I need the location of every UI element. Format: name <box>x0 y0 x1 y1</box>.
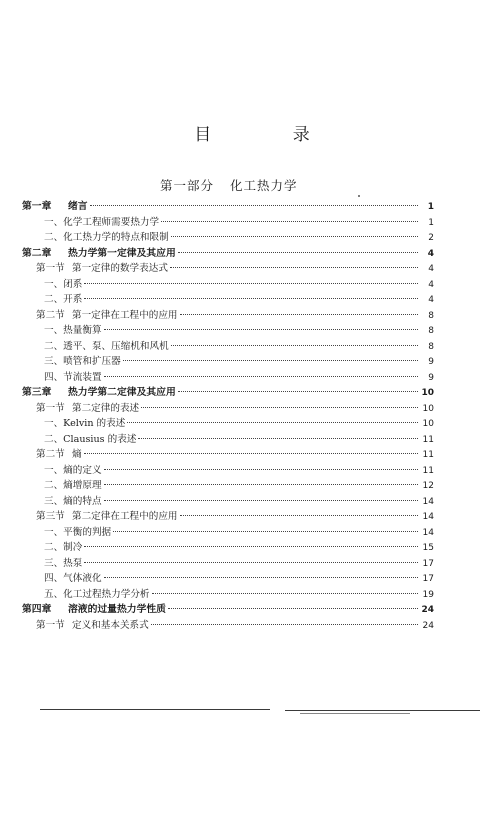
dot-leader <box>180 314 418 315</box>
toc-entry-number: 第二节 <box>36 449 65 460</box>
toc-entry-number: 第二章 <box>22 247 52 259</box>
toc-entry-page: 24 <box>422 620 434 631</box>
toc-entry <box>22 587 434 603</box>
toc-entry-title: 五、化工过程热力学分析 <box>44 588 150 600</box>
toc-entry-page: 11 <box>422 465 434 476</box>
toc-entry-number: 第三章 <box>22 387 52 398</box>
toc-entry-title: 三、热泵 <box>44 557 83 569</box>
toc-entry-page: 1 <box>427 202 434 212</box>
dot-leader <box>178 252 418 253</box>
toc-entry-page: 1 <box>428 217 434 228</box>
toc-entry-title: 一、平衡的判据 <box>44 526 112 538</box>
dot-leader <box>171 236 418 237</box>
toc-entry <box>22 447 434 463</box>
toc-entry <box>22 385 434 401</box>
toc-entry-title: 第二定律的表述 <box>72 402 140 414</box>
toc-entry-page: 15 <box>422 543 434 553</box>
toc-entry-page: 14 <box>422 512 434 522</box>
dot-leader <box>84 453 418 454</box>
toc-entry-title: 第一定律的数学表达式 <box>72 263 168 274</box>
toc-entry-number: 第四章 <box>22 604 52 615</box>
toc-entry-title: 二、制冷 <box>44 542 83 553</box>
part-name: 化工热力学 <box>230 178 298 193</box>
toc-entry-page: 8 <box>428 326 434 336</box>
page-title: 目 录 <box>194 125 348 145</box>
toc-entry-title: 二、开系 <box>44 294 83 305</box>
toc-entry-title: 溶液的过量热力学性质 <box>68 604 166 615</box>
toc-entry-title: 一、熵的定义 <box>44 464 102 476</box>
toc-entry-title: 二、化工热力学的特点和限制 <box>44 232 169 243</box>
toc-entry-page: 11 <box>422 434 434 445</box>
toc-entry <box>22 602 434 618</box>
toc-entry <box>22 339 434 355</box>
toc-entry-page: 9 <box>428 357 434 367</box>
toc-entry <box>22 215 434 231</box>
dot-leader <box>84 298 418 299</box>
toc-entry-number: 第一节 <box>36 402 65 414</box>
toc-entry-title: 四、气体液化 <box>44 573 102 584</box>
toc-entry-title: 二、透平、泵、压缩机和风机 <box>44 340 169 352</box>
dot-leader <box>170 267 418 268</box>
toc-entry-page: 17 <box>422 558 434 569</box>
dot-leader <box>104 469 418 470</box>
toc-entry-title: 定义和基本关系式 <box>72 619 149 631</box>
toc-entry-title: 三、喷管和扩压器 <box>44 356 121 367</box>
toc-entry-page: 9 <box>428 372 434 383</box>
toc-entry <box>22 463 434 479</box>
dot-leader <box>104 577 418 578</box>
toc-entry-page: 4 <box>428 295 434 305</box>
toc-entry <box>22 571 434 587</box>
toc-entry <box>22 401 434 417</box>
toc-entry-page: 8 <box>428 341 434 352</box>
toc-entry <box>22 478 434 494</box>
toc-entry-page: 10 <box>421 388 434 398</box>
toc-entry-title: 二、Clausius 的表述 <box>44 433 137 445</box>
dot-leader <box>84 562 418 563</box>
toc-entry-title: 四、节流装置 <box>44 371 102 383</box>
toc-entry-page: 4 <box>427 248 434 259</box>
toc-entry <box>22 540 434 556</box>
bottom-rule <box>40 709 270 710</box>
bottom-rule <box>300 713 410 714</box>
toc-entry-page: 14 <box>422 527 434 538</box>
dot-leader <box>123 360 418 361</box>
toc-entry <box>22 308 434 324</box>
dot-leader <box>113 531 418 532</box>
toc-entry-number: 第一章 <box>22 201 52 212</box>
toc-entry <box>22 370 434 386</box>
toc-entry-title: 熵 <box>72 449 82 460</box>
toc-entry-page: 10 <box>422 419 434 429</box>
dot-leader <box>151 624 418 625</box>
toc-entry-page: 17 <box>422 574 434 584</box>
dot-leader <box>104 484 418 485</box>
bottom-rule <box>285 710 480 711</box>
toc-entry-title: 第二定律在工程中的应用 <box>72 511 178 522</box>
toc-entry <box>22 292 434 308</box>
dot-leader <box>180 515 418 516</box>
part-label: 第一部分 <box>160 178 215 193</box>
toc-entry <box>22 432 434 448</box>
dot-leader <box>127 422 418 423</box>
dot-leader <box>138 438 418 439</box>
dot-leader <box>171 345 418 346</box>
toc-entry <box>22 556 434 572</box>
toc-entry <box>22 246 434 262</box>
dot-leader <box>104 500 418 501</box>
toc-entry-page: 14 <box>422 496 434 507</box>
toc-entry <box>22 416 434 432</box>
toc-entry-page: 2 <box>428 233 434 243</box>
toc-entry <box>22 618 434 634</box>
toc-entry-page: 4 <box>428 264 434 274</box>
scan-speck <box>358 195 360 197</box>
toc-entry <box>22 509 434 525</box>
dot-leader <box>178 391 418 392</box>
toc-entry-title: 一、热量衡算 <box>44 325 102 336</box>
toc-entry <box>22 494 434 510</box>
toc-entry-page: 24 <box>421 605 434 615</box>
toc-entry <box>22 199 434 215</box>
toc-entry-title: 一、Kelvin 的表述 <box>44 418 126 429</box>
toc-entry <box>22 525 434 541</box>
dot-leader <box>104 329 418 330</box>
table-of-contents <box>22 199 434 633</box>
dot-leader <box>161 221 418 222</box>
toc-entry-number: 第一节 <box>36 619 65 631</box>
dot-leader <box>168 608 418 609</box>
toc-entry-page: 4 <box>428 279 434 290</box>
toc-entry-number: 第一节 <box>36 263 65 274</box>
toc-entry <box>22 230 434 246</box>
toc-entry-page: 10 <box>422 403 434 414</box>
toc-entry-title: 绪言 <box>68 201 88 212</box>
toc-entry-title: 热力学第一定律及其应用 <box>68 247 176 259</box>
part-heading <box>160 176 298 194</box>
dot-leader <box>90 205 418 206</box>
toc-entry <box>22 354 434 370</box>
toc-entry-title: 二、熵增原理 <box>44 480 102 491</box>
dot-leader <box>84 546 418 547</box>
toc-entry-number: 第二节 <box>36 309 65 321</box>
toc-entry-page: 11 <box>422 450 434 460</box>
dot-leader <box>141 407 418 408</box>
toc-entry-page: 12 <box>422 481 434 491</box>
toc-entry <box>22 277 434 293</box>
dot-leader <box>152 593 418 594</box>
toc-entry-title: 三、熵的特点 <box>44 495 102 507</box>
toc-entry <box>22 261 434 277</box>
dot-leader <box>104 376 418 377</box>
toc-entry-page: 19 <box>422 589 434 600</box>
toc-entry-title: 一、闭系 <box>44 278 83 290</box>
toc-entry-title: 第一定律在工程中的应用 <box>72 309 178 321</box>
toc-entry-title: 热力学第二定律及其应用 <box>68 387 176 398</box>
dot-leader <box>84 283 418 284</box>
toc-entry <box>22 323 434 339</box>
toc-entry-number: 第三节 <box>36 511 65 522</box>
toc-entry-page: 8 <box>428 310 434 321</box>
toc-entry-title: 一、化学工程师需要热力学 <box>44 216 160 228</box>
